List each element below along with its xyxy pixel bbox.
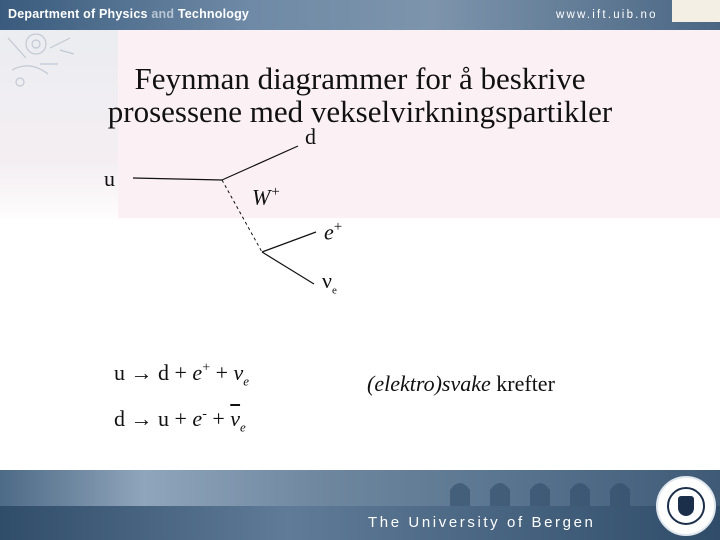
slide-title: Feynman diagrammer for å beskrive prosessene med vekselvirkningspartikler [107, 61, 613, 129]
university-name: The University of Bergen [368, 514, 596, 531]
department-and: and [151, 7, 175, 21]
department-technology: Technology [177, 7, 250, 21]
equation-beta-minus: $d \to u + e^- + \overline{\nu}_e$ [114, 406, 246, 435]
force-label: (elektro)svake krefter [367, 371, 555, 396]
label-w-boson: W+ [252, 184, 281, 210]
equation-beta-plus: $u \to d + e^+ + \nu_e$ [114, 360, 250, 389]
website-url: www.ift.uib.no [556, 9, 658, 21]
label-d: d [305, 124, 316, 149]
neutrino-line [262, 252, 314, 284]
d-quark-line [222, 146, 298, 180]
footer-bar [0, 506, 720, 540]
u-quark-line [133, 178, 222, 180]
label-neutrino: $\nu_e$ [322, 268, 337, 297]
label-positron: e+ [324, 219, 343, 245]
department-text: Department of Physics [8, 7, 148, 21]
label-u: u [104, 166, 115, 191]
university-seal-logo [656, 476, 716, 536]
positron-line [262, 232, 316, 252]
